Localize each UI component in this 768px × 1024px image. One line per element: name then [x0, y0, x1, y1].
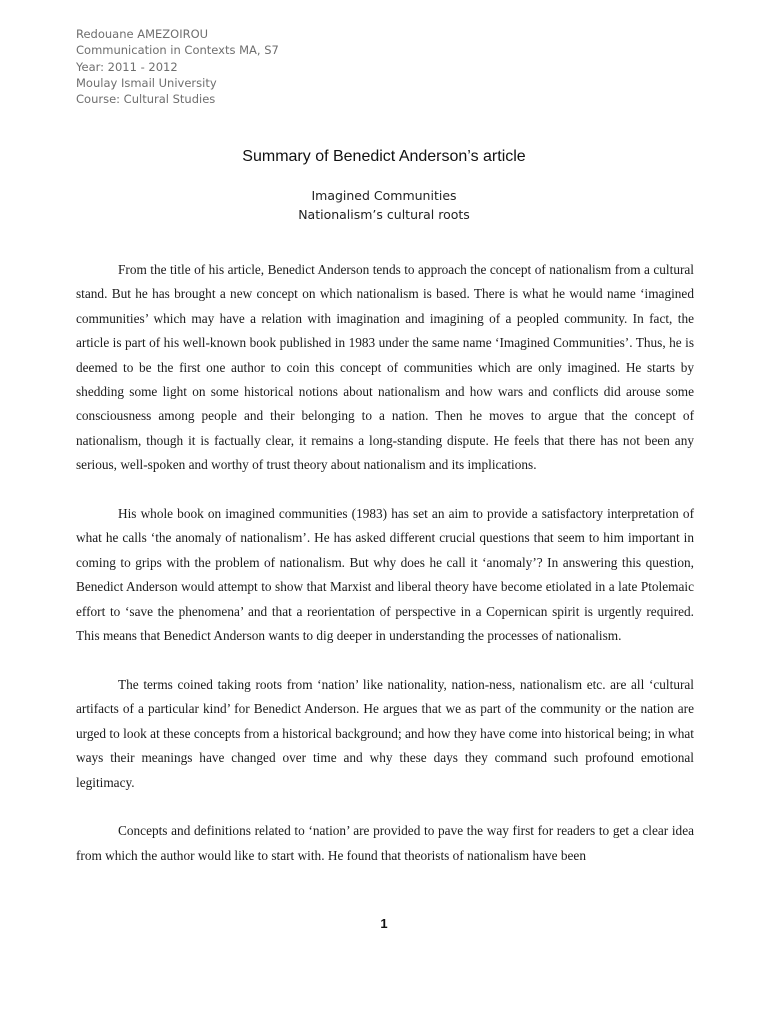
header-course: Course: Cultural Studies	[76, 92, 216, 107]
document-body	[76, 258, 694, 893]
page-number: 1	[380, 916, 388, 931]
author-header	[76, 26, 279, 107]
subtitle-block	[0, 186, 768, 224]
header-year: Year: 2011 - 2012	[76, 59, 178, 74]
body-paragraph: From the title of his article, Benedict Anderson tends to approach the concept of nationalism from a cultural stand. But he has brought a new concept on which nationalism is based. There is what he would name ‘imagined communities’ which may have a relation with imagination and imagining of a peopled community. In fact, the article is part of his well-known book published in 1983 under the same name ‘Imagined Communities’. Thus, he is deemed to be the first one author to coin this concept of communities which are only imagined. He starts by shedding some light on some historical notions about nationalism and how wars and conflicts did arouse some consciousness among people and their belonging to a nation. Then he moves to argue that the concept of nationalism, though it is factually clear, it remains a long-standing dispute. He feels that there has not been any serious, well-spoken and worthy of trust theory about nationalism and its implications.	[76, 262, 694, 473]
body-paragraph: His whole book on imagined communities (1983) has set an aim to provide a satisfactory interpretation of what he calls ‘the anomaly of nationalism’. He has asked different crucial questions that seem to him important in coming to grips with the problem of nationalism. But why does he call it ‘anomaly’? In answering this question, Benedict Anderson would attempt to show that Marxist and liberal theory have become etiolated in a late Ptolemaic effort to ‘save the phenomena’ and that a reorientation of perspective in a Copernican spirit is urgently required. This means that Benedict Anderson wants to dig deeper in understanding the processes of nationalism.	[76, 506, 694, 644]
header-university: Moulay Ismail University	[76, 75, 217, 90]
header-program: Communication in Contexts MA, S7	[76, 43, 279, 58]
document-title: Summary of Benedict Anderson’s article	[242, 148, 526, 165]
body-paragraph: The terms coined taking roots from ‘nation’ like nationality, nation-ness, nationalism etc. are all ‘cultural artifacts of a particular kind’ for Benedict Anderson. He argues that we as part of the community or the nation are urged to look at these concepts from a historical background; and how they have come into historical being; in what ways their meanings have changed over time and why these days they command such profound emotional legitimacy.	[76, 676, 694, 790]
body-paragraph: Concepts and definitions related to ‘nation’ are provided to pave the way first for readers to get a clear idea from which the author would like to start with. He found that theorists of nationalism have been	[76, 823, 694, 863]
subtitle-line: Imagined Communities	[311, 188, 457, 203]
header-author-name: Redouane AMEZOIROU	[76, 27, 209, 41]
subtitle-line: Nationalism’s cultural roots	[298, 207, 470, 222]
